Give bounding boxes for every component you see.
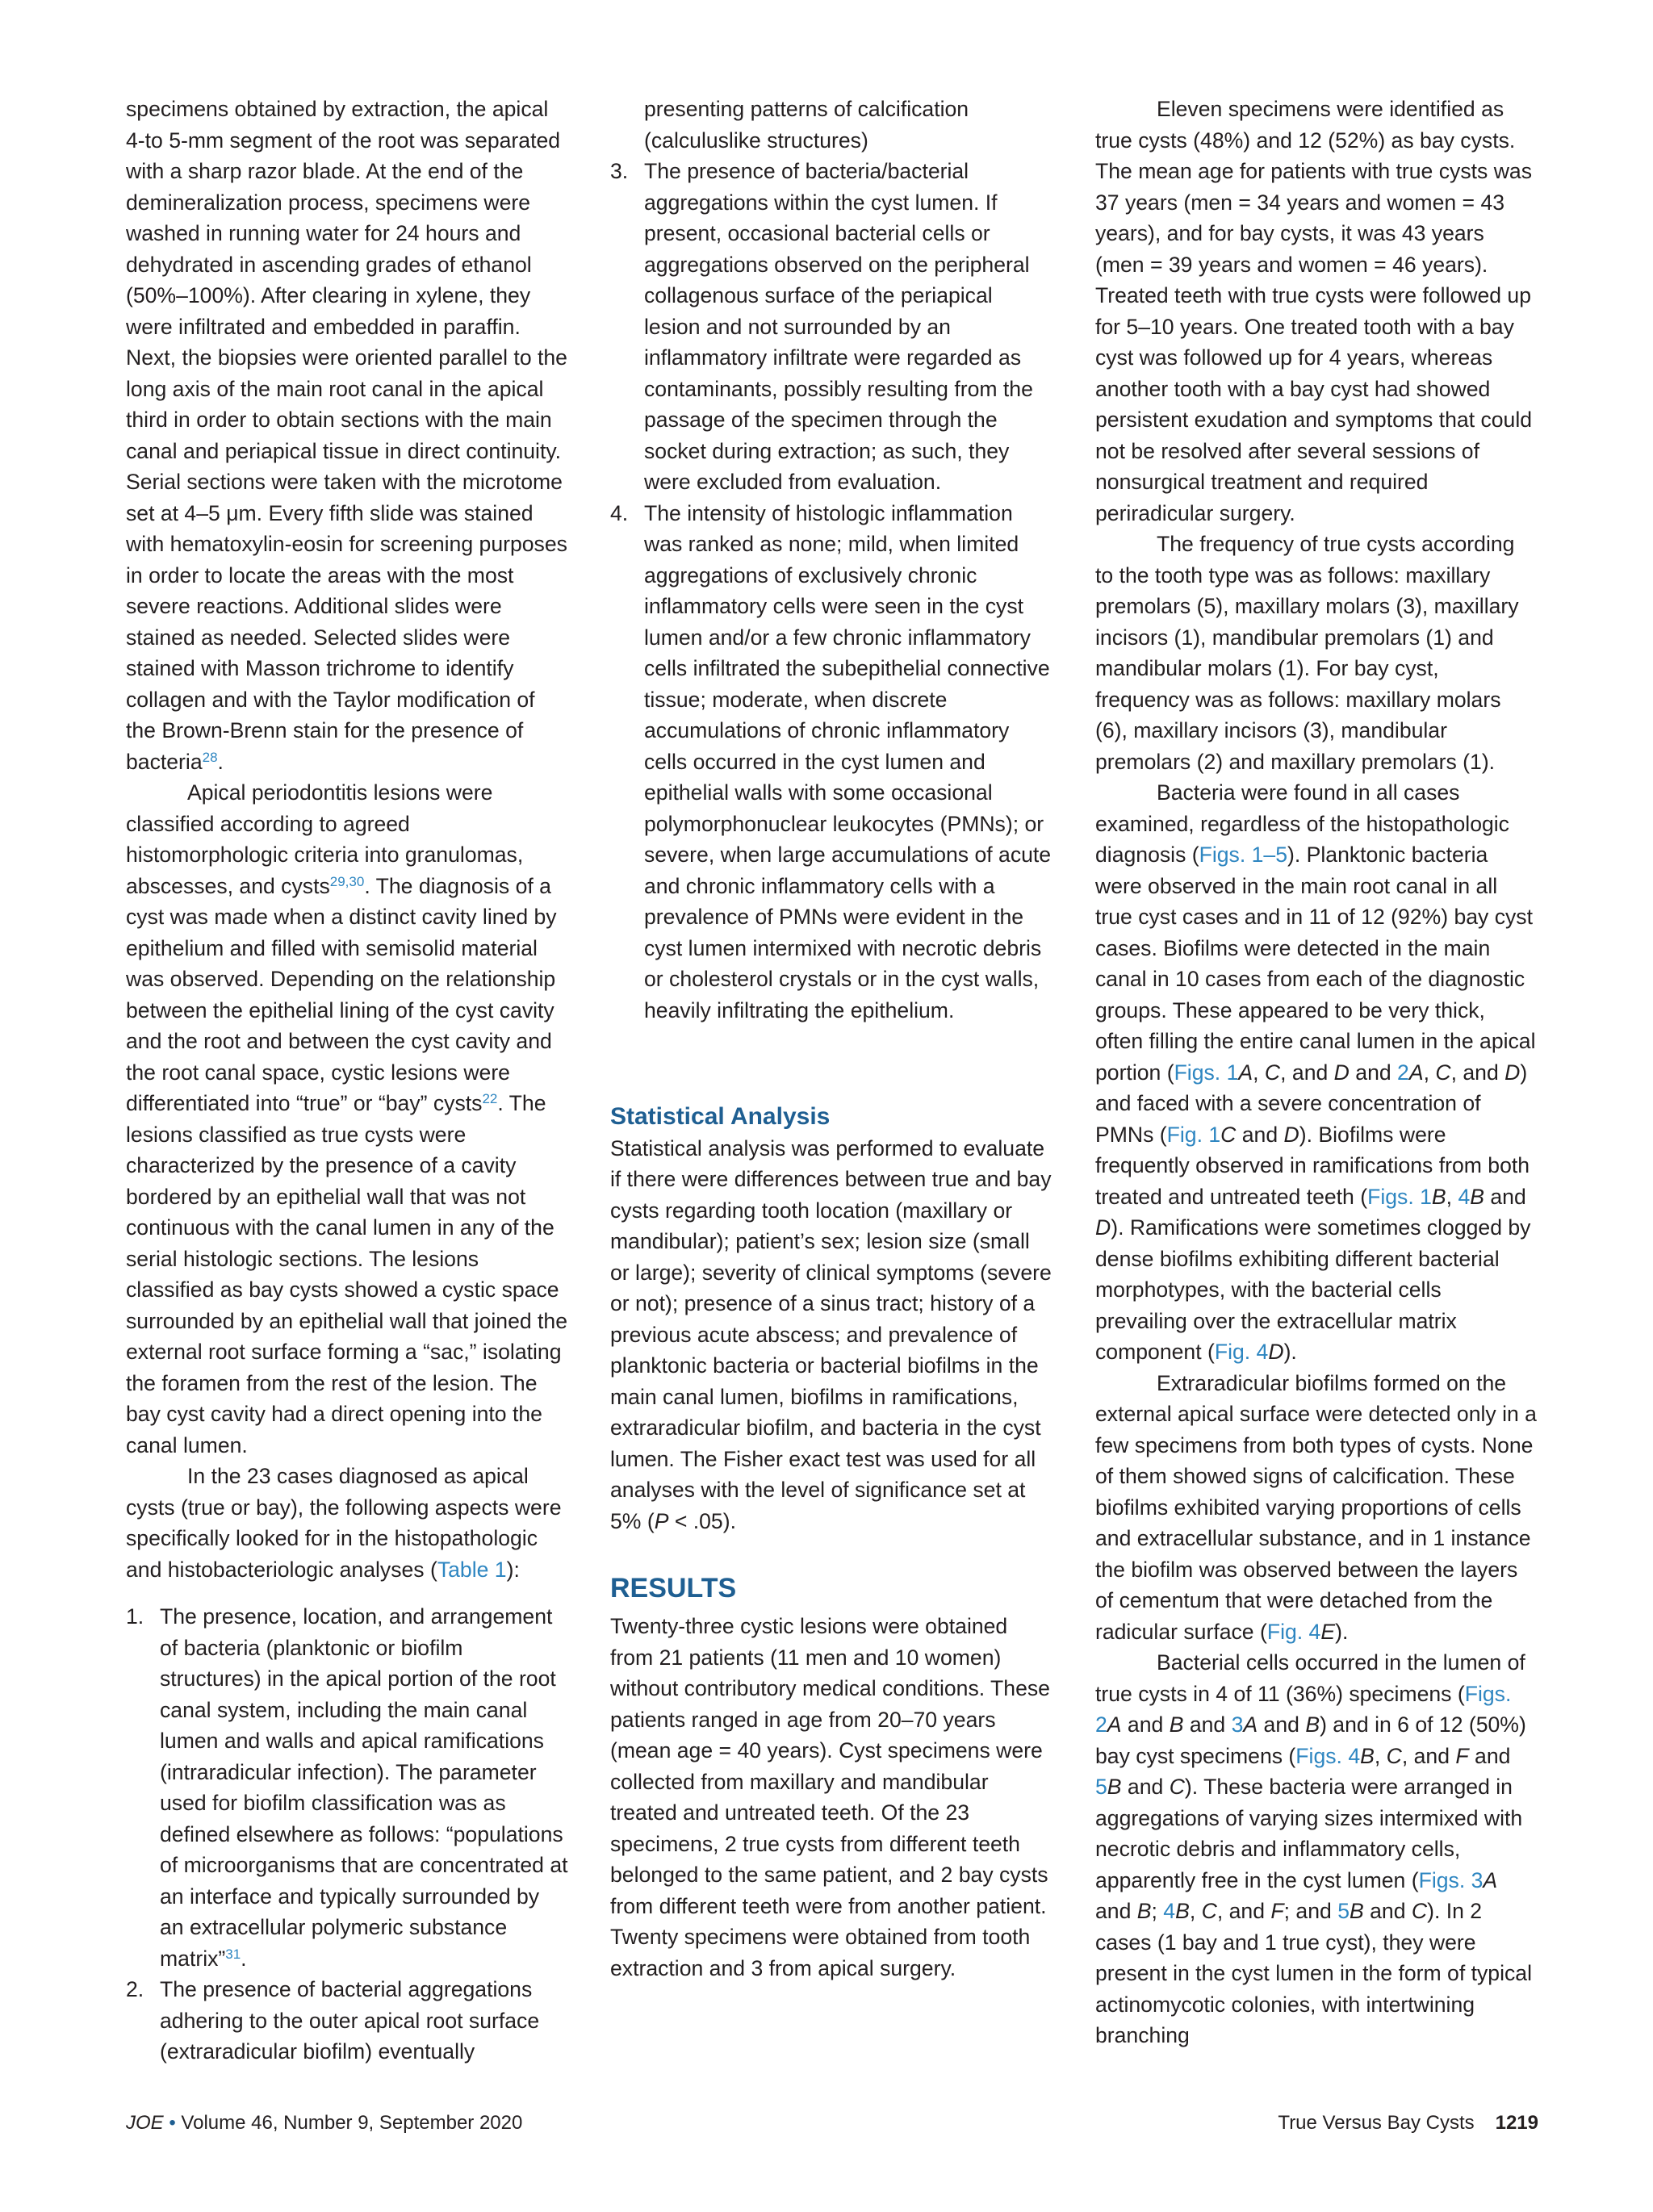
paragraph-bacteria-lumen: Bacterial cells occurred in the lumen of true cysts in 4 of 11 (36%) specimens (Figs. 2A and B and 3A and B) and in 6 of 12 (50%) bay cyst specimens (Figs. 4B, C, and F and 5B and C). These bacteria were arranged in aggregations of varying sizes intermixed with necrotic debris and inflammatory cells, apparently free in the cyst lumen (Figs. 3A and B; 4B, C, and F; and 5B and C). In 2 cases (1 bay and 1 true cyst), they were present in the cyst lumen in the form of typical actinomycotic colonies, with intertwining branching <box>1095 1650 1532 2047</box>
figure-link[interactable]: Fig. 4 <box>1214 1340 1269 1364</box>
section-heading-results: RESULTS <box>610 1573 737 1604</box>
list-item: presenting patterns of calcification (calculuslike structures) <box>644 97 969 153</box>
paragraph-methods-processing: specimens obtained by extraction, the apical 4-to 5-mm segment of the root was separated with a sharp razor blade. At the end of the demineralization process, specimens were washed in running water for 24 hours and dehydrated in ascending grades of ethanol (50%–100%). After clearing in xylene, they were infiltrated and embedded in paraffin. Next, the biopsies were oriented parallel to the long axis of the main root canal in the apical third in order to obtain sections with the main canal and periapical tissue in direct continuity. Serial sections were taken with the microtome set at 4–5 μm. Every fifth slide was stained with hematoxylin-eosin for screening purposes in order to locate the areas with the most severe reactions. Additional slides were stained as needed. Selected slides were stained with Masson trichrome to identify collagen and with the Taylor modification of the Brown-Brenn stain for the presence of bacteria$^{28}$. <box>126 97 567 774</box>
figure-link[interactable]: Figs. 1 <box>1367 1184 1432 1209</box>
journal-issue: Volume 46, Number 9, September 2020 <box>175 2112 523 2134</box>
paragraph-statistics: Statistical analysis was performed to evaluate if there were differences between true and bay cysts regarding tooth location (maxillary or mandibular); patient’s sex; lesion size (small or large); severity of clinical symptoms (severe or not); presence of a sinus tract; history of a previous acute abscess; and prevalence of planktonic bacteria or bacterial biofilms in the main canal lumen, biofilms in ramifications, extraradicular biofilm, and bacteria in the cyst lumen. The Fisher exact test was used for all analyses with the level of significance set at 5% (P < .05). <box>610 1135 1052 1533</box>
figure-link[interactable]: Fig. 4 <box>1266 1619 1321 1644</box>
list-item: 1. The presence, location, and arrangement of bacteria (planktonic or biofilm structures) in the apical portion of the root canal system, including the main canal lumen and walls and apical ramifications (intraradicular infection). The parameter used for biofilm classification was as defined elsewhere as follows: “populations of microorganisms that are concentrated at an interface and typically surrounded by an extracellular polymeric substance matrix”$^{31}$. <box>126 1604 568 1971</box>
journal-name: JOE <box>126 2112 164 2134</box>
table-link[interactable]: Table 1 <box>437 1557 507 1582</box>
figure-link[interactable]: 4 <box>1458 1184 1471 1209</box>
paragraph-results: Twenty-three cystic lesions were obtained from 21 patients (11 men and 10 women) without contributory medical conditions. These patients ranged in age from 20–70 years (mean age = 40 years). Cyst specimens were collected from maxillary and mandibular treated and untreated teeth. Of the 23 specimens, 2 true cysts from different teeth belonged to the same patient, and 2 bay cysts from different teeth were from another patient. Twenty specimens were obtained from tooth extraction and 3 from apical surgery. <box>610 1614 1050 1980</box>
aspects-list-continued <box>610 94 1052 1026</box>
paragraph-bacteria-found: Bacteria were found in all cases examined, regardless of the histopathologic diagnosis (Figs. 1–5). Planktonic bacteria were observed in the main root canal in all true cyst cases and in 11 of 12 (92%) bay cyst cases. Biofilms were detected in the main canal in 10 cases from each of the diagnostic groups. These appeared to be very thick, often filling the entire canal lumen in the apical portion (Figs. 1A, C, and D and 2A, C, and D) and faced with a severe concentration of PMNs (Fig. 1C and D). Biofilms were frequently observed in ramifications from both treated and untreated teeth (Figs. 1B, 4B and D). Ramifications were sometimes clogged by dense biofilms exhibiting different bacterial morphotypes, with the bacterial cells prevailing over the extracellular matrix component (Fig. 4D). <box>1095 780 1536 1364</box>
page-number: 1219 <box>1495 2112 1538 2134</box>
aspects-list <box>126 1601 568 2068</box>
footer-running-head <box>1278 2111 1538 2135</box>
column-1 <box>126 94 568 2068</box>
figure-link[interactable]: 4 <box>1163 1899 1176 1923</box>
paragraph-extraradicular-biofilms: Extraradicular biofilms formed on the external apical surface were detected only in a few specimens from both types of cysts. None of them showed signs of calcification. These biofilms exhibited varying proportions of cells and extracellular substance, and in 1 instance the biofilm was observed between the layers of cementum that were detached from the radicular surface (Fig. 4E). <box>1095 1370 1537 1644</box>
figure-link[interactable]: 3 <box>1231 1712 1244 1737</box>
reference-link[interactable]: 31 <box>225 1946 241 1962</box>
footer-journal-info <box>126 2111 522 2135</box>
paragraph-tooth-type-frequency: The frequency of true cysts according to the tooth type was as follows: maxillary premolars (5), maxillary molars (3), maxillary incisors (1), mandibular premolars (1) and mandibular molars (1). For bay cyst, frequency was as follows: maxillary molars (6), maxillary incisors (3), mandibular premolars (2) and maxillary premolars (1). <box>1095 532 1519 774</box>
running-title: True Versus Bay Cysts <box>1278 2112 1475 2134</box>
list-item: 4. The intensity of histologic inflammation was ranked as none; mild, when limited aggregations of exclusively chronic inflammatory cells were seen in the cyst lumen and/or a few chronic inflammatory cells infiltrated the subepithelial connective tissue; moderate, when discrete accumulations of chronic inflammatory cells occurred in the cyst lumen and epithelial walls with some occasional polymorphonuclear leukocytes (PMNs); or severe, when large accumulations of acute and chronic inflammatory cells with a prevalence of PMNs were evident in the cyst lumen intermixed with necrotic debris or cholesterol crystals or in the cyst walls, heavily infiltrating the epithelium. <box>610 500 1052 1022</box>
figure-link[interactable]: Figs. 4 <box>1295 1743 1361 1768</box>
reference-link[interactable]: 22 <box>482 1091 498 1106</box>
figure-link[interactable]: Figs. 1–5 <box>1199 843 1287 867</box>
bullet-icon: • <box>169 2112 176 2134</box>
figure-link[interactable]: Figs. 1 <box>1174 1060 1239 1085</box>
column-2 <box>610 94 1052 1984</box>
figure-link[interactable]: 5 <box>1095 1775 1107 1799</box>
list-item: 3. The presence of bacteria/bacterial aggregations within the cyst lumen. If present, occasional bacterial cells or aggregations observed on the peripheral collagenous surface of the periapical lesion and not surrounded by an inflammatory infiltrate were regarded as contaminants, possibly resulting from the passage of the specimen through the socket during extraction; as such, they were excluded from evaluation. <box>610 159 1033 494</box>
figure-link[interactable]: Figs. 3 <box>1418 1867 1484 1892</box>
paragraph-aspects-intro: In the 23 cases diagnosed as apical cysts (true or bay), the following aspects were specifically looked for in the histopathologic and histobacteriologic analyses (Table 1): <box>126 1464 562 1582</box>
figure-link[interactable]: Figs. 2 <box>1095 1681 1512 1737</box>
figure-link[interactable]: Fig. 1 <box>1166 1122 1221 1147</box>
column-3 <box>1095 94 1538 2051</box>
reference-link[interactable]: 29,30 <box>329 873 365 889</box>
paragraph-classification: Apical periodontitis lesions were classified according to agreed histomorphologic criteria into granulomas, abscesses, and cysts$^{29,30}$. The diagnosis of a cyst was made when a distinct cavity lined by epithelium and filled with semisolid material was observed. Depending on the relationship between the epithelial lining of the cyst cavity and the root and between the cyst cavity and the root canal space, cystic lesions were differentiated into “true” or “bay” cysts$^{22}$. The lesions classified as true cysts were characterized by the presence of a cavity bordered by an epithelial wall that was not continuous with the canal lumen in any of the serial histologic sections. The lesions classified as bay cysts showed a cystic space surrounded by an epithelial wall that joined the external root surface forming a “sac,” isolating the foramen from the rest of the lesion. The bay cyst cavity had a direct opening into the canal lumen. <box>126 780 568 1457</box>
paragraph-cyst-identification: Eleven specimens were identified as true cysts (48%) and 12 (52%) as bay cysts. The mean age for patients with true cysts was 37 years (men = 34 years and women = 43 years), and for bay cysts, it was 43 years (men = 39 years and women = 46 years). Treated teeth with true cysts were followed up for 5–10 years. One treated tooth with a bay cyst was followed up for 4 years, whereas another tooth with a bay cyst had showed persistent exudation and symptoms that could not be resolved after several sessions of nonsurgical treatment and required periradicular surgery. <box>1095 97 1533 525</box>
figure-link[interactable]: 2 <box>1397 1060 1409 1085</box>
section-heading-statistical-analysis: Statistical Analysis <box>610 1103 831 1130</box>
reference-link[interactable]: 28 <box>202 749 218 765</box>
list-item: 2. The presence of bacterial aggregations adhering to the outer apical root surface (extraradicular biofilm) eventually <box>126 1977 540 2064</box>
figure-link[interactable]: 5 <box>1337 1899 1350 1923</box>
